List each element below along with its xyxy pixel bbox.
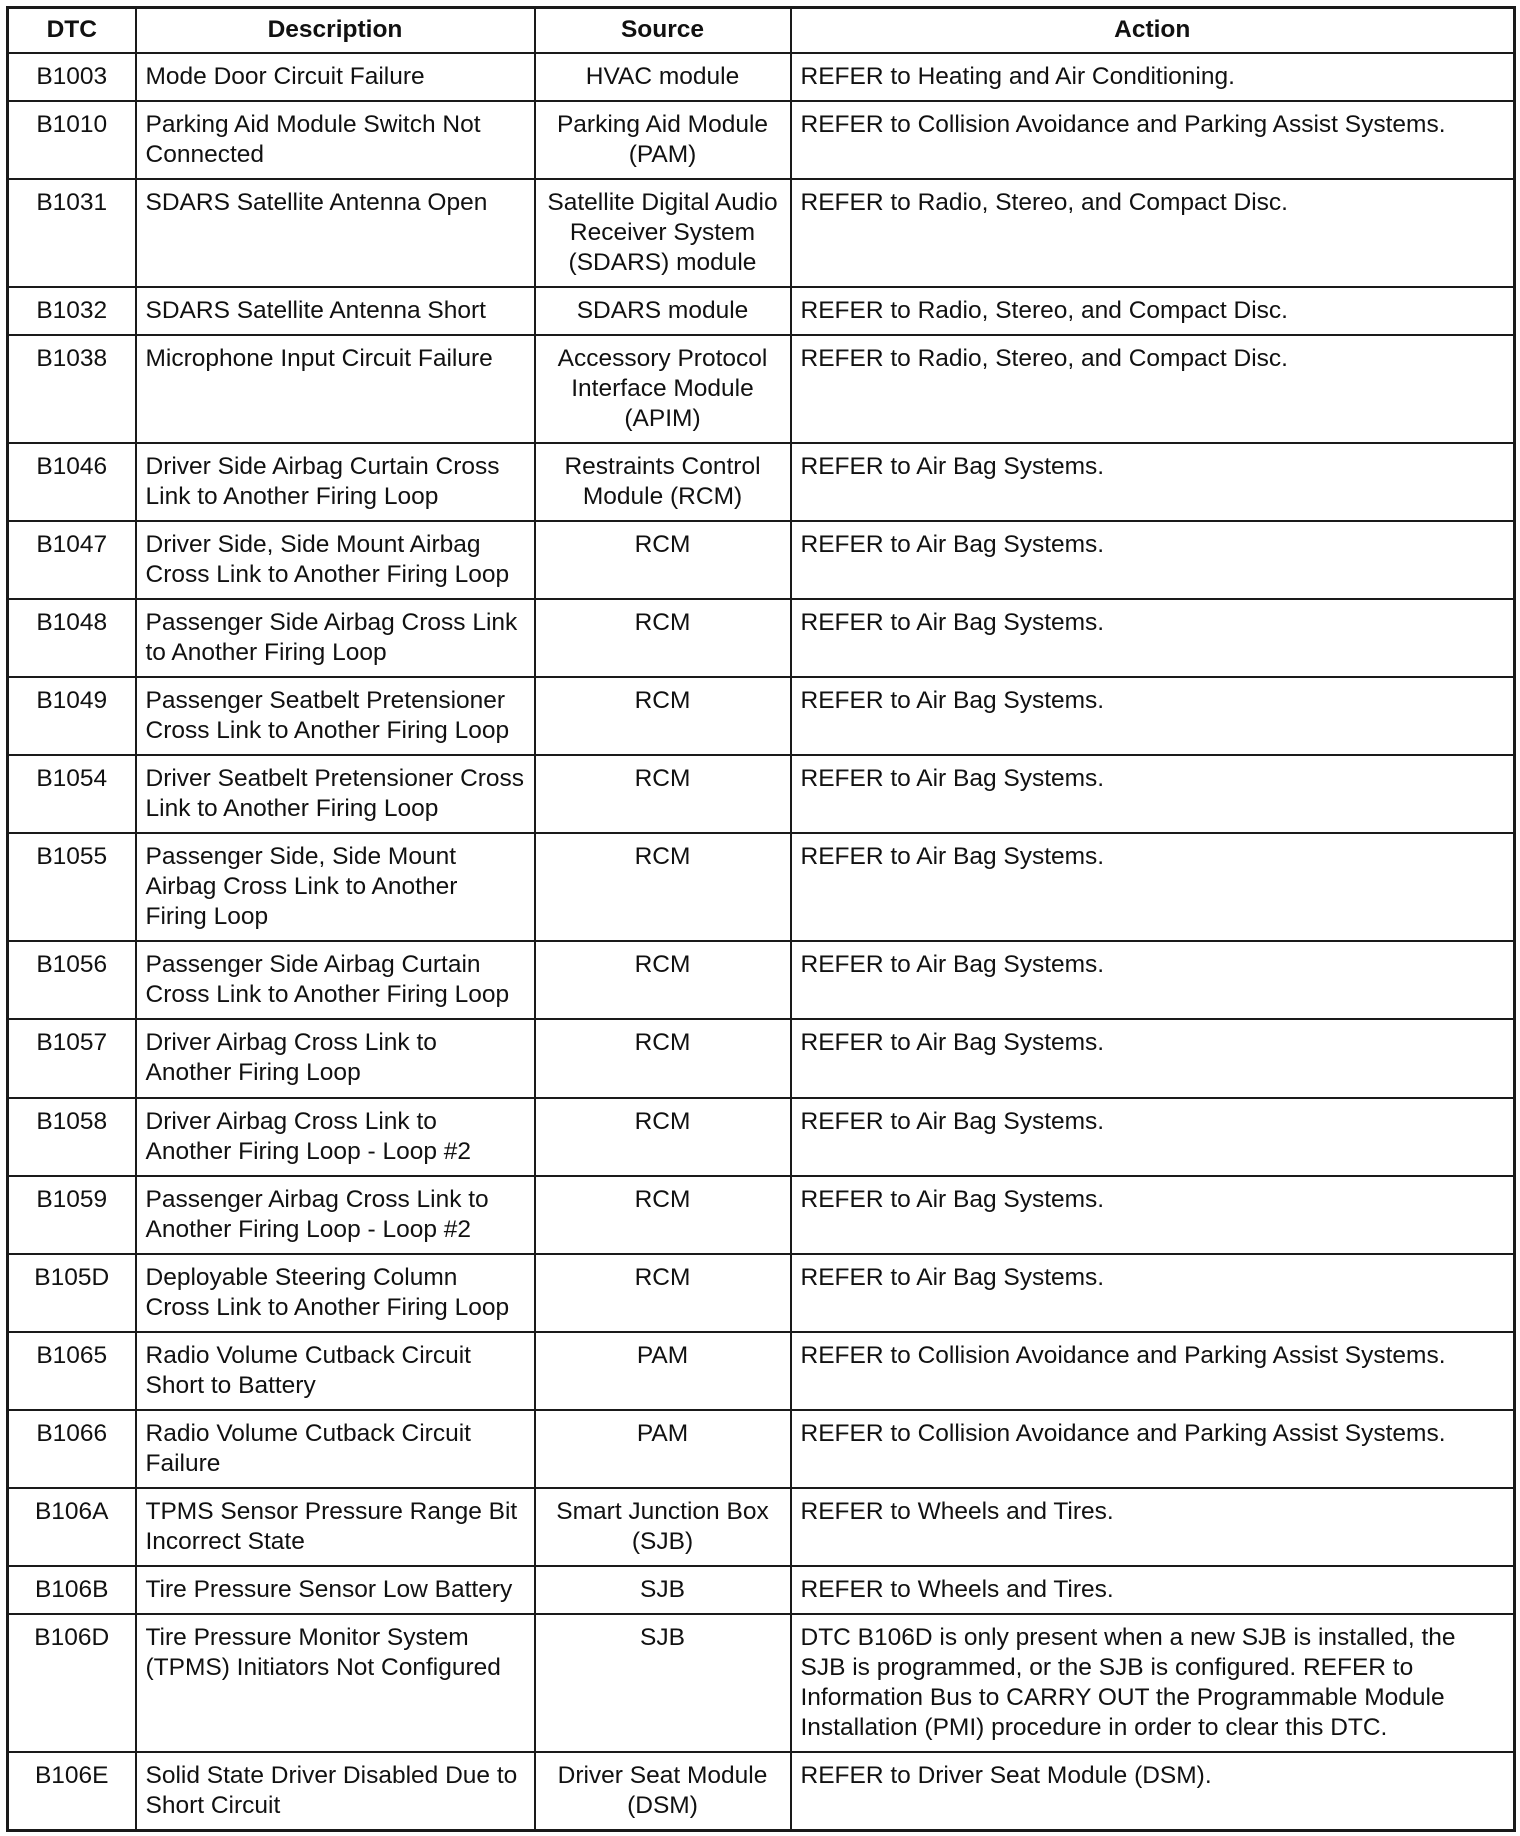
cell-description: Passenger Side Airbag Cross Link to Another Firing Loop — [136, 599, 535, 677]
table-row — [8, 335, 1515, 443]
header-dtc: DTC — [8, 8, 136, 53]
cell-action: REFER to Wheels and Tires. — [791, 1488, 1515, 1566]
cell-description: SDARS Satellite Antenna Short — [136, 287, 535, 335]
table-row — [8, 755, 1515, 833]
cell-dtc: B1038 — [8, 335, 136, 443]
cell-dtc: B1010 — [8, 101, 136, 179]
cell-action: REFER to Air Bag Systems. — [791, 833, 1515, 941]
table-row — [8, 833, 1515, 941]
cell-action: REFER to Radio, Stereo, and Compact Disc. — [791, 179, 1515, 287]
table-row — [8, 1488, 1515, 1566]
table-row — [8, 1254, 1515, 1332]
cell-description: Solid State Driver Disabled Due to Short Circuit — [136, 1752, 535, 1830]
cell-source: Accessory Protocol Interface Module (APIM) — [535, 335, 791, 443]
cell-source: RCM — [535, 521, 791, 599]
cell-action: REFER to Air Bag Systems. — [791, 941, 1515, 1019]
table-row — [8, 53, 1515, 101]
cell-description: Driver Airbag Cross Link to Another Firing Loop — [136, 1019, 535, 1097]
cell-description: SDARS Satellite Antenna Open — [136, 179, 535, 287]
cell-dtc: B106D — [8, 1614, 136, 1752]
cell-description: Driver Side Airbag Curtain Cross Link to Another Firing Loop — [136, 443, 535, 521]
cell-action: REFER to Air Bag Systems. — [791, 1176, 1515, 1254]
table-row — [8, 1752, 1515, 1830]
cell-source: RCM — [535, 599, 791, 677]
cell-description: Parking Aid Module Switch Not Connected — [136, 101, 535, 179]
cell-dtc: B106B — [8, 1566, 136, 1614]
cell-description: Microphone Input Circuit Failure — [136, 335, 535, 443]
cell-description: Passenger Side, Side Mount Airbag Cross Link to Another Firing Loop — [136, 833, 535, 941]
cell-source: Smart Junction Box (SJB) — [535, 1488, 791, 1566]
cell-action: REFER to Heating and Air Conditioning. — [791, 53, 1515, 101]
table-row — [8, 287, 1515, 335]
cell-source: RCM — [535, 1019, 791, 1097]
table-row — [8, 521, 1515, 599]
cell-source: HVAC module — [535, 53, 791, 101]
cell-description: Passenger Side Airbag Curtain Cross Link to Another Firing Loop — [136, 941, 535, 1019]
cell-description: Driver Airbag Cross Link to Another Firing Loop - Loop #2 — [136, 1098, 535, 1176]
cell-source: Satellite Digital Audio Receiver System (SDARS) module — [535, 179, 791, 287]
cell-action: REFER to Air Bag Systems. — [791, 521, 1515, 599]
cell-dtc: B1065 — [8, 1332, 136, 1410]
table-row — [8, 941, 1515, 1019]
cell-dtc: B105D — [8, 1254, 136, 1332]
dtc-table — [6, 6, 1516, 1832]
table-row — [8, 1176, 1515, 1254]
cell-dtc: B1057 — [8, 1019, 136, 1097]
cell-dtc: B106E — [8, 1752, 136, 1830]
cell-description: Passenger Seatbelt Pretensioner Cross Link to Another Firing Loop — [136, 677, 535, 755]
table-row — [8, 1019, 1515, 1097]
cell-dtc: B1031 — [8, 179, 136, 287]
cell-dtc: B106A — [8, 1488, 136, 1566]
cell-action: REFER to Wheels and Tires. — [791, 1566, 1515, 1614]
table-header-row — [8, 8, 1515, 53]
cell-description: Radio Volume Cutback Circuit Short to Battery — [136, 1332, 535, 1410]
cell-description: Driver Side, Side Mount Airbag Cross Link to Another Firing Loop — [136, 521, 535, 599]
cell-source: RCM — [535, 1098, 791, 1176]
cell-source: RCM — [535, 1176, 791, 1254]
cell-action: REFER to Driver Seat Module (DSM). — [791, 1752, 1515, 1830]
cell-source: Restraints Control Module (RCM) — [535, 443, 791, 521]
cell-action: REFER to Air Bag Systems. — [791, 1254, 1515, 1332]
cell-action: REFER to Collision Avoidance and Parking Assist Systems. — [791, 1410, 1515, 1488]
header-description: Description — [136, 8, 535, 53]
cell-dtc: B1049 — [8, 677, 136, 755]
cell-source: RCM — [535, 1254, 791, 1332]
cell-description: Tire Pressure Sensor Low Battery — [136, 1566, 535, 1614]
cell-description: Deployable Steering Column Cross Link to Another Firing Loop — [136, 1254, 535, 1332]
cell-source: Driver Seat Module (DSM) — [535, 1752, 791, 1830]
cell-source: RCM — [535, 833, 791, 941]
cell-source: Parking Aid Module (PAM) — [535, 101, 791, 179]
table-row — [8, 1566, 1515, 1614]
cell-dtc: B1047 — [8, 521, 136, 599]
cell-source: RCM — [535, 755, 791, 833]
cell-action: DTC B106D is only present when a new SJB is installed, the SJB is programmed, or the SJB is configured. REFER to Information Bus to CARRY OUT the Programmable Module Installation (PMI) procedure in order to clear this DTC. — [791, 1614, 1515, 1752]
cell-dtc: B1059 — [8, 1176, 136, 1254]
cell-action: REFER to Air Bag Systems. — [791, 1019, 1515, 1097]
cell-dtc: B1032 — [8, 287, 136, 335]
cell-source: PAM — [535, 1410, 791, 1488]
table-row — [8, 1614, 1515, 1752]
cell-dtc: B1055 — [8, 833, 136, 941]
cell-source: RCM — [535, 677, 791, 755]
cell-action: REFER to Air Bag Systems. — [791, 677, 1515, 755]
cell-action: REFER to Air Bag Systems. — [791, 443, 1515, 521]
table-row — [8, 1332, 1515, 1410]
cell-dtc: B1054 — [8, 755, 136, 833]
cell-source: SJB — [535, 1614, 791, 1752]
cell-description: TPMS Sensor Pressure Range Bit Incorrect State — [136, 1488, 535, 1566]
cell-dtc: B1066 — [8, 1410, 136, 1488]
cell-action: REFER to Air Bag Systems. — [791, 1098, 1515, 1176]
cell-dtc: B1058 — [8, 1098, 136, 1176]
cell-action: REFER to Radio, Stereo, and Compact Disc. — [791, 335, 1515, 443]
table-row — [8, 1098, 1515, 1176]
cell-action: REFER to Collision Avoidance and Parking Assist Systems. — [791, 101, 1515, 179]
table-row — [8, 443, 1515, 521]
cell-source: SDARS module — [535, 287, 791, 335]
cell-source: PAM — [535, 1332, 791, 1410]
cell-dtc: B1048 — [8, 599, 136, 677]
table-row — [8, 101, 1515, 179]
cell-action: REFER to Collision Avoidance and Parking Assist Systems. — [791, 1332, 1515, 1410]
cell-dtc: B1046 — [8, 443, 136, 521]
table-row — [8, 179, 1515, 287]
header-action: Action — [791, 8, 1515, 53]
table-body — [8, 53, 1515, 1831]
cell-description: Radio Volume Cutback Circuit Failure — [136, 1410, 535, 1488]
cell-action: REFER to Air Bag Systems. — [791, 599, 1515, 677]
cell-description: Driver Seatbelt Pretensioner Cross Link to Another Firing Loop — [136, 755, 535, 833]
cell-source: RCM — [535, 941, 791, 1019]
table-row — [8, 599, 1515, 677]
cell-description: Passenger Airbag Cross Link to Another Firing Loop - Loop #2 — [136, 1176, 535, 1254]
cell-source: SJB — [535, 1566, 791, 1614]
cell-description: Mode Door Circuit Failure — [136, 53, 535, 101]
cell-dtc: B1056 — [8, 941, 136, 1019]
cell-description: Tire Pressure Monitor System (TPMS) Initiators Not Configured — [136, 1614, 535, 1752]
cell-dtc: B1003 — [8, 53, 136, 101]
header-source: Source — [535, 8, 791, 53]
table-row — [8, 677, 1515, 755]
cell-action: REFER to Air Bag Systems. — [791, 755, 1515, 833]
cell-action: REFER to Radio, Stereo, and Compact Disc. — [791, 287, 1515, 335]
table-row — [8, 1410, 1515, 1488]
